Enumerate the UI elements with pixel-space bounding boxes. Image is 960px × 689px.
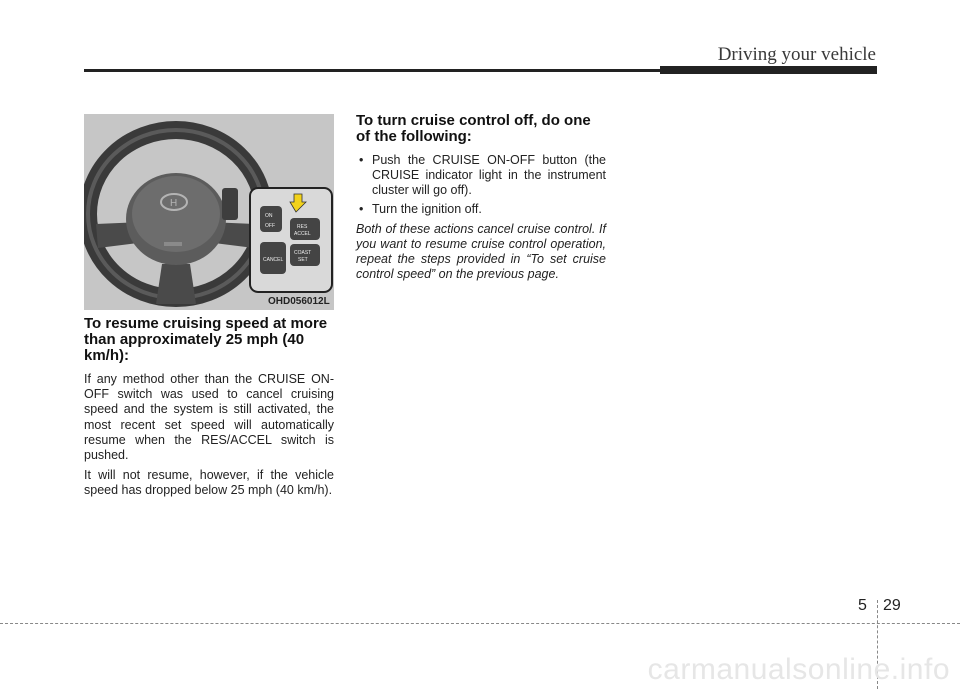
steering-wheel-illustration (84, 114, 334, 310)
bullet-icon: • (359, 201, 364, 216)
right-column (356, 113, 606, 283)
figure-code: OHD056012L (268, 296, 330, 307)
svg-text:OFF: OFF (265, 223, 275, 229)
header-bar (660, 66, 877, 74)
chapter-number: 5 (858, 597, 867, 614)
svg-text:SET: SET (298, 257, 308, 263)
svg-text:H: H (170, 198, 178, 209)
watermark: carmanualsonline.info (647, 653, 950, 686)
page-number: 29 (883, 597, 901, 614)
svg-text:CANCEL: CANCEL (263, 257, 284, 263)
svg-text:ACCEL: ACCEL (294, 231, 311, 237)
footer-rule (0, 623, 960, 624)
cancel-note: Both of these actions cancel cruise control. If you want to resume cruise control operation, repeat the steps provided in “To set cruise control speed” on the previous page. (356, 221, 606, 282)
turn-off-list (356, 153, 606, 217)
resume-paragraph-1: If any method other than the CRUISE ON-OFF switch was used to cancel cruising speed and the system is still activated, the most recent set speed will automatically resume when the RES/ACCEL switch is pushed. (84, 372, 334, 463)
list-item: • Turn the ignition off. (359, 201, 482, 216)
header-rule (84, 69, 660, 72)
running-header: Driving your vehicle (717, 44, 876, 65)
svg-text:RES: RES (297, 224, 308, 230)
resume-paragraph-2: It will not resume, however, if the vehicle speed has dropped below 25 mph (40 km/h). (84, 468, 334, 498)
bullet-icon: • (359, 153, 364, 167)
svg-text:COAST: COAST (294, 250, 312, 256)
left-column (84, 316, 334, 504)
svg-text:ON: ON (265, 213, 273, 219)
list-item: • Push the CRUISE ON-OFF button (the CRUISE indicator light in the instrument cluster will go off). (359, 153, 606, 198)
resume-speed-heading: To resume cruising speed at more than approximately 25 mph (40 km/h): (84, 315, 328, 364)
turn-off-heading: To turn cruise control off, do one of the following: (356, 112, 591, 145)
